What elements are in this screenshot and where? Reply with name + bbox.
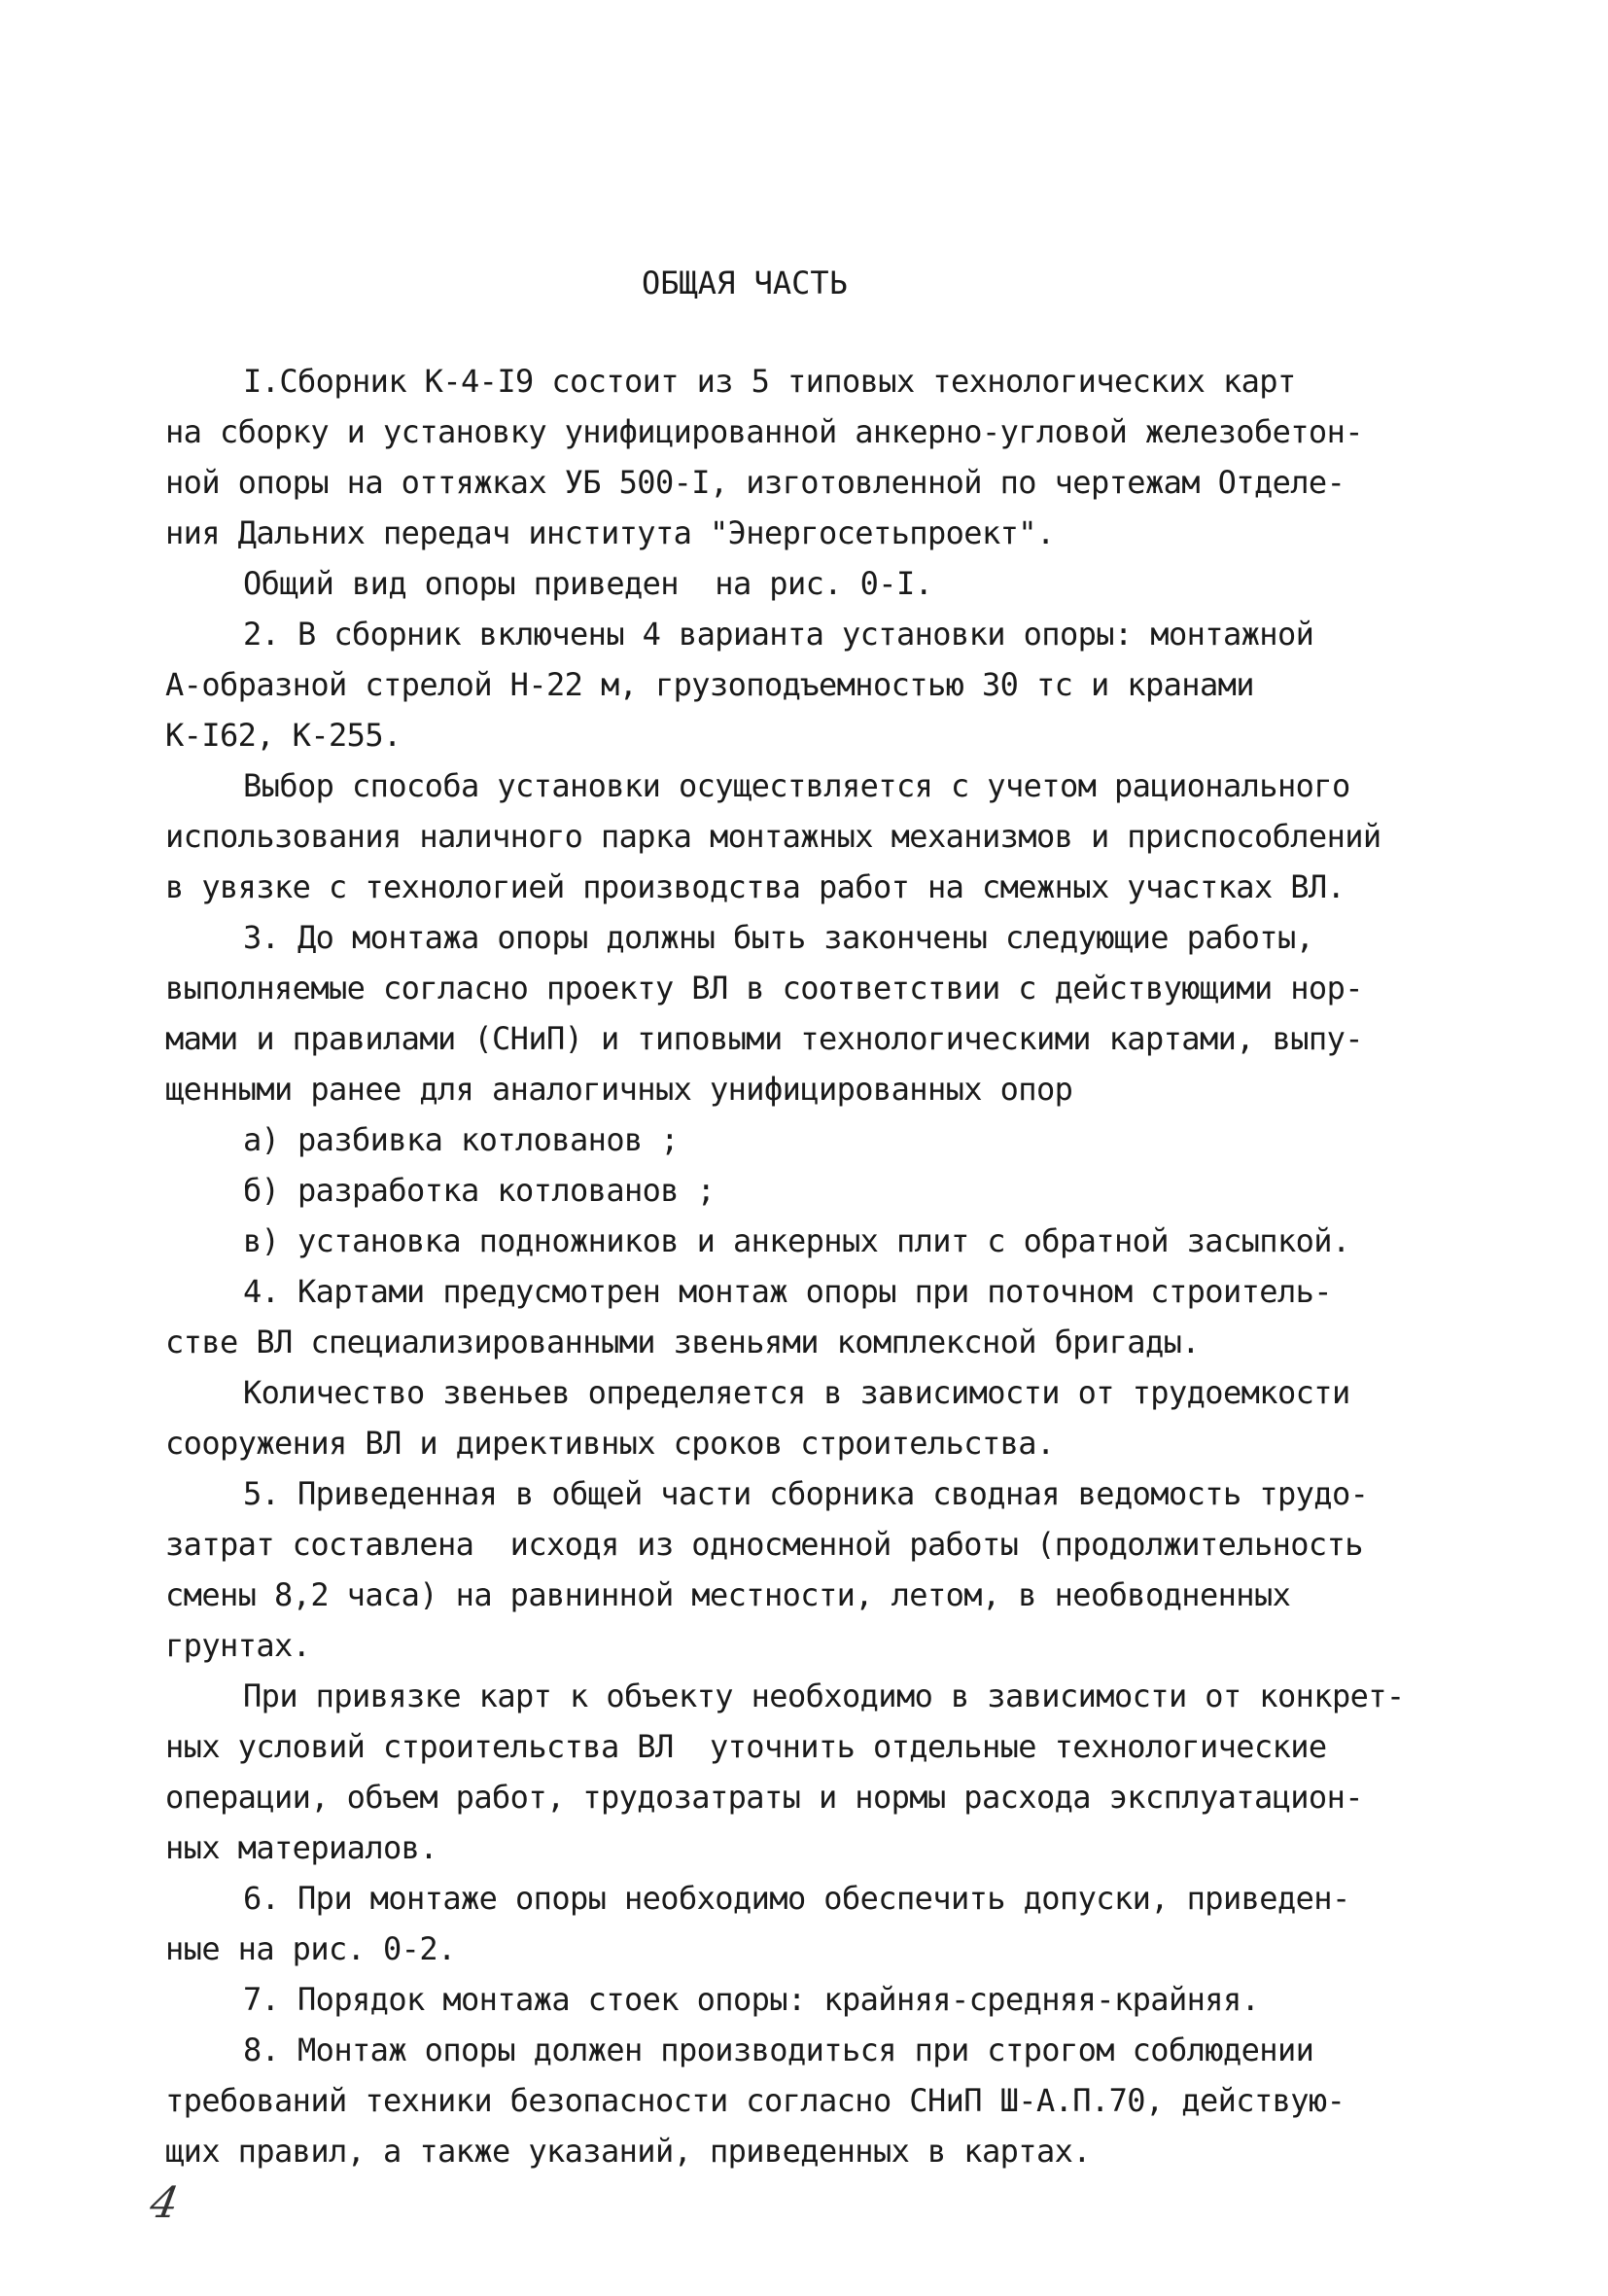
paragraph-1-line-2: на сборку и установку унифицированной анкерно-угловой железобетон- [165,413,1363,450]
paragraph-5-line-4: щенными ранее для аналогичных унифицированных опор [165,1071,1073,1108]
paragraph-10-line-4: ных материалов. [165,1829,437,1866]
paragraph-12-line-1: 7. Порядок монтажа стоек опоры: крайняя-средняя-крайняя. [243,1981,1260,2018]
list-item-v: в) установка подножников и анкерных плит с обратной засыпкой. [243,1222,1350,1259]
paragraph-10-line-2: ных условий строительства ВЛ уточнить отдельные технологические [165,1728,1327,1765]
paragraph-13-line-2: требований техники безопасности согласно СНиП Ш-А.П.70, действую- [165,2082,1346,2119]
paragraph-4-line-1: Выбор способа установки осуществляется с учетом рационального [243,767,1350,804]
paragraph-5-line-3: мами и правилами (СНиП) и типовыми технологическими картами, выпу- [165,1020,1363,1057]
paragraph-1-line-1: I.Сборник К-4-I9 состоит из 5 типовых технологических карт [243,363,1296,400]
paragraph-2-line-1: Общий вид опоры приведен на рис. 0-I. [243,565,933,602]
paragraph-3-line-2: А-образной стрелой Н-22 м, грузоподъемностью 30 тс и кранами [165,666,1254,703]
paragraph-13-line-1: 8. Монтаж опоры должен производиться при строгом соблюдении [243,2031,1314,2068]
page-title: ОБЩАЯ ЧАСТЬ [642,265,848,301]
paragraph-5-line-2: выполняемые согласно проекту ВЛ в соответствии с действующими нор- [165,970,1363,1007]
paragraph-9-line-2: затрат составлена исходя из односменной работы (продолжительность [165,1526,1363,1563]
paragraph-10-line-3: операции, объем работ, трудозатраты и нормы расхода эксплуатацион- [165,1779,1363,1816]
list-item-a: а) разбивка котлованов ; [243,1121,679,1158]
paragraph-10-line-1: При привязке карт к объекту необходимо в зависимости от конкрет- [243,1678,1405,1714]
paragraph-1-line-4: ния Дальних передач института "Энергосетьпроект". [165,514,1055,551]
paragraph-4-line-2: использования наличного парка монтажных механизмов и приспособлений [165,818,1381,855]
paragraph-7-line-1: 4. Картами предусмотрен монтаж опоры при поточном строитель- [243,1273,1332,1310]
paragraph-11-line-1: 6. При монтаже опоры необходимо обеспечить допуски, приведен- [243,1880,1350,1917]
paragraph-8-line-1: Количество звеньев определяется в зависимости от трудоемкости [243,1374,1350,1411]
paragraph-11-line-2: ные на рис. 0-2. [165,1930,456,1967]
paragraph-9-line-4: грунтах. [165,1627,311,1664]
paragraph-1-line-3: ной опоры на оттяжках УБ 500-I, изготовленной по чертежам Отделе- [165,464,1346,501]
paragraph-9-line-1: 5. Приведенная в общей части сборника сводная ведомость трудо- [243,1475,1369,1512]
paragraph-13-line-3: щих правил, а также указаний, приведенных в картах. [165,2133,1091,2170]
paragraph-3-line-3: К-I62, К-255. [165,717,402,754]
paragraph-8-line-2: сооружения ВЛ и директивных сроков строительства. [165,1425,1055,1462]
paragraph-9-line-3: смены 8,2 часа) на равнинной местности, летом, в необводненных [165,1576,1291,1613]
page-number: 4 [146,2178,183,2228]
list-item-b: б) разработка котлованов ; [243,1172,716,1209]
paragraph-3-line-1: 2. В сборник включены 4 варианта установки опоры: монтажной [243,616,1314,653]
paragraph-7-line-2: стве ВЛ специализированными звеньями комплексной бригады. [165,1324,1200,1360]
paragraph-4-line-3: в увязке с технологией производства работ на смежных участках ВЛ. [165,868,1346,905]
paragraph-5-line-1: 3. До монтажа опоры должны быть закончены следующие работы, [243,919,1314,956]
